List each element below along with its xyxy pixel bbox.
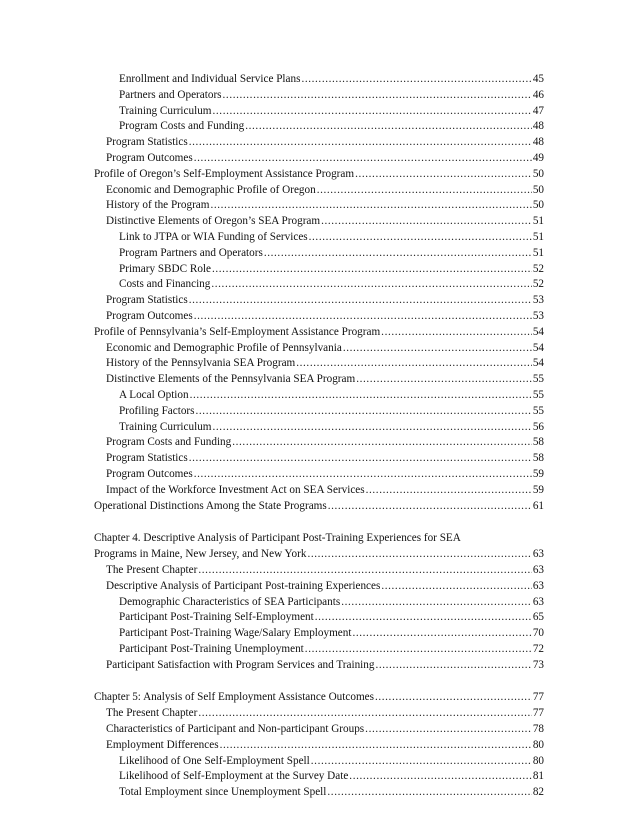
dot-leader	[381, 579, 531, 595]
toc-entry-text: Profile of Pennsylvania’s Self-Employment Assistance Program	[94, 325, 381, 338]
toc-entry[interactable]	[94, 785, 544, 801]
toc-page-number: 51	[532, 215, 544, 228]
toc-entry-text: Descriptive Analysis of Participant Post-training Experiences	[106, 579, 381, 592]
dot-leader	[232, 435, 532, 451]
dot-leader	[190, 388, 532, 404]
toc-entry[interactable]	[94, 135, 544, 151]
toc-entry[interactable]	[94, 198, 544, 214]
toc-entry-text: History of the Pennsylvania SEA Program	[106, 357, 296, 370]
toc-page-number: 59	[532, 483, 544, 496]
toc-entry-text: Economic and Demographic Profile of Oregon	[106, 183, 316, 196]
toc-entry[interactable]	[94, 293, 544, 309]
dot-leader	[194, 309, 532, 325]
toc-page-number: 63	[532, 563, 544, 576]
dot-leader	[356, 372, 532, 388]
toc-page-number: 80	[532, 754, 544, 767]
toc-page-number: 63	[532, 595, 544, 608]
toc-entry-text: Distinctive Elements of the Pennsylvania SEA Program	[106, 373, 356, 386]
toc-entry-text: Program Partners and Operators	[119, 246, 263, 259]
toc-entry-text: Participant Post-Training Unemployment	[119, 642, 304, 655]
toc-page-number: 52	[532, 278, 544, 291]
toc-entry-text: Profile of Oregon’s Self-Employment Assistance Program	[94, 167, 355, 180]
toc-page-number: 46	[532, 88, 544, 101]
dot-leader	[213, 104, 532, 120]
toc-entry[interactable]	[94, 88, 544, 104]
dot-leader	[375, 690, 532, 706]
dot-leader	[220, 738, 532, 754]
toc-entry-text: Likelihood of One Self-Employment Spell	[119, 754, 310, 767]
toc-entry-text: Training Curriculum	[119, 104, 212, 117]
dot-leader	[189, 135, 532, 151]
toc-entry-text: Participant Satisfaction with Program Services and Training	[106, 658, 375, 671]
toc-chapter-5	[94, 690, 544, 801]
toc-entry[interactable]	[94, 754, 544, 770]
toc-entry-text: Program Outcomes	[106, 151, 193, 164]
toc-page-number: 58	[532, 436, 544, 449]
toc-entry-text: Operational Distinctions Among the State Programs	[94, 499, 327, 512]
toc-page-number: 65	[532, 611, 544, 624]
toc-entry[interactable]	[94, 610, 544, 626]
toc-entry[interactable]	[94, 467, 544, 483]
dot-leader	[365, 722, 532, 738]
toc-page-number: 51	[532, 230, 544, 243]
dot-leader	[355, 167, 532, 183]
toc-page-number: 61	[532, 499, 544, 512]
toc-entry-text: Total Employment since Unemployment Spell	[119, 786, 327, 799]
toc-page-number: 73	[532, 658, 544, 671]
toc-page-number: 48	[532, 136, 544, 149]
toc-entry[interactable]	[94, 151, 544, 167]
toc-page-number: 49	[532, 151, 544, 164]
dot-leader	[315, 610, 532, 626]
toc-entry-text: Participant Post-Training Wage/Salary Employment	[119, 627, 352, 640]
toc-entry[interactable]	[94, 563, 544, 579]
toc-entry[interactable]	[94, 626, 544, 642]
toc-page-number: 63	[532, 548, 544, 561]
toc-entry-text: Profiling Factors	[119, 404, 195, 417]
toc-entry[interactable]	[94, 341, 544, 357]
toc-page-number: 50	[532, 199, 544, 212]
dot-leader	[328, 499, 532, 515]
toc-entry[interactable]	[94, 214, 544, 230]
toc-entry[interactable]	[94, 595, 544, 611]
toc-entry[interactable]	[94, 246, 544, 262]
toc-entry[interactable]	[94, 309, 544, 325]
toc-entry-text: Training Curriculum	[119, 420, 212, 433]
toc-page-number: 47	[532, 104, 544, 117]
toc-entry-text: Characteristics of Participant and Non-participant Groups	[106, 723, 365, 736]
chapter-5-title[interactable]	[94, 690, 544, 706]
dot-leader	[223, 88, 532, 104]
dot-leader	[352, 626, 531, 642]
toc-entry[interactable]	[94, 388, 544, 404]
toc-entry-text: Impact of the Workforce Investment Act on SEA Services	[106, 483, 365, 496]
dot-leader	[341, 595, 532, 611]
toc-page-number: 82	[532, 786, 544, 799]
toc-entry[interactable]	[94, 72, 544, 88]
toc-entry-text: A Local Option	[119, 388, 189, 401]
toc-entry[interactable]	[94, 658, 544, 674]
dot-leader	[211, 277, 531, 293]
toc-entry[interactable]	[94, 230, 544, 246]
toc-entry[interactable]	[94, 404, 544, 420]
toc-entry-text: Costs and Financing	[119, 278, 211, 291]
toc-entry[interactable]	[94, 356, 544, 372]
toc-entry[interactable]	[94, 451, 544, 467]
toc-entry[interactable]	[94, 104, 544, 120]
dot-leader	[189, 293, 532, 309]
dot-leader	[381, 325, 532, 341]
toc-page-number: 80	[532, 738, 544, 751]
toc-page-number: 70	[532, 627, 544, 640]
toc-page-number: 72	[532, 642, 544, 655]
toc-entry-text: The Present Chapter	[106, 563, 198, 576]
toc-entry-text: Enrollment and Individual Service Plans	[119, 73, 301, 85]
toc-page-number: 45	[532, 73, 544, 85]
dot-leader	[245, 119, 532, 135]
toc-page-number: 56	[532, 420, 544, 433]
toc-page-number: 55	[532, 404, 544, 417]
toc-entry[interactable]	[94, 277, 544, 293]
toc-page-number: 55	[532, 388, 544, 401]
toc-page-number: 50	[532, 183, 544, 196]
dot-leader	[305, 642, 532, 658]
dot-leader	[198, 563, 531, 579]
toc-entry-text: Program Costs and Funding	[106, 436, 232, 449]
toc-block-chapter3	[94, 72, 544, 514]
dot-leader	[212, 262, 532, 278]
toc-entry-text: Program Statistics	[106, 452, 188, 465]
toc-entry-text: Program Outcomes	[106, 467, 193, 480]
toc-entry[interactable]	[94, 706, 544, 722]
toc-page-number: 55	[532, 373, 544, 386]
toc-entry-text: Link to JTPA or WIA Funding of Services	[119, 230, 308, 243]
dot-leader	[349, 769, 532, 785]
chapter-5-entries	[94, 706, 544, 801]
toc-page-number: 77	[532, 691, 544, 704]
toc-entry[interactable]	[94, 325, 544, 341]
toc-page-number: 50	[532, 167, 544, 180]
toc-entry[interactable]	[94, 119, 544, 135]
toc-entry-text: The Present Chapter	[106, 707, 198, 720]
toc-page-number: 59	[532, 467, 544, 480]
chapter-4-title-line1[interactable]: Chapter 4. Descriptive Analysis of Participant Post-Training Experiences for SEA	[94, 532, 461, 545]
dot-leader	[196, 404, 532, 420]
toc-entry[interactable]	[94, 262, 544, 278]
toc-entry[interactable]	[94, 769, 544, 785]
toc-entry-text: Economic and Demographic Profile of Pennsylvania	[106, 341, 342, 354]
dot-leader	[264, 246, 532, 262]
toc-entry[interactable]	[94, 183, 544, 199]
dot-leader	[194, 151, 532, 167]
toc-entry[interactable]	[94, 167, 544, 183]
dot-leader	[213, 420, 532, 436]
dot-leader	[311, 754, 532, 770]
toc-page-number: 54	[532, 341, 544, 354]
toc-entry[interactable]	[94, 435, 544, 451]
toc-entry-text: Distinctive Elements of Oregon’s SEA Program	[106, 215, 321, 228]
dot-leader	[327, 785, 531, 801]
toc-page-number: 54	[532, 325, 544, 338]
toc-page-number: 63	[532, 579, 544, 592]
toc-page-number: 58	[532, 452, 544, 465]
toc-entry[interactable]	[94, 499, 544, 515]
dot-leader	[321, 214, 532, 230]
dot-leader	[375, 658, 531, 674]
chapter-4-title-line2[interactable]	[94, 547, 544, 563]
dot-leader	[366, 483, 532, 499]
toc-entry-text: Programs in Maine, New Jersey, and New York	[94, 548, 307, 561]
toc-entry-text: Partners and Operators	[119, 88, 222, 101]
toc-page	[94, 72, 544, 801]
toc-page-number: 48	[532, 120, 544, 133]
toc-entry[interactable]	[94, 722, 544, 738]
toc-entry[interactable]	[94, 420, 544, 436]
toc-page-number: 53	[532, 294, 544, 307]
toc-page-number: 81	[532, 770, 544, 783]
toc-entry-text: Program Statistics	[106, 136, 188, 149]
toc-entry-text: Program Statistics	[106, 294, 188, 307]
dot-leader	[194, 467, 532, 483]
toc-entry-text: Program Outcomes	[106, 309, 193, 322]
dot-leader	[189, 451, 532, 467]
toc-entry-text: Likelihood of Self-Employment at the Survey Date	[119, 770, 349, 783]
toc-entry-text: Demographic Characteristics of SEA Participants	[119, 595, 341, 608]
toc-chapter-4	[94, 531, 544, 673]
toc-page-number: 53	[532, 309, 544, 322]
toc-entry-text: Employment Differences	[106, 738, 219, 751]
toc-entry-text: History of the Program	[106, 199, 210, 212]
toc-entry[interactable]	[94, 372, 544, 388]
toc-entry-text: Participant Post-Training Self-Employment	[119, 611, 314, 624]
dot-leader	[301, 72, 531, 88]
toc-page-number: 77	[532, 707, 544, 720]
toc-page-number: 78	[532, 723, 544, 736]
dot-leader	[210, 198, 531, 214]
chapter-4-entries	[94, 563, 544, 674]
dot-leader	[317, 183, 532, 199]
toc-entry-text: Program Costs and Funding	[119, 120, 245, 133]
toc-entry[interactable]	[94, 738, 544, 754]
toc-page-number: 51	[532, 246, 544, 259]
toc-page-number: 54	[532, 357, 544, 370]
dot-leader	[343, 341, 532, 357]
dot-leader	[198, 706, 531, 722]
dot-leader	[307, 547, 531, 563]
dot-leader	[296, 356, 532, 372]
toc-entry[interactable]	[94, 483, 544, 499]
toc-entry-text: Chapter 5: Analysis of Self Employment Assistance Outcomes	[94, 691, 374, 704]
toc-entry[interactable]	[94, 642, 544, 658]
dot-leader	[309, 230, 532, 246]
toc-page-number: 52	[532, 262, 544, 275]
toc-entry-text: Primary SBDC Role	[119, 262, 211, 275]
toc-entry[interactable]	[94, 579, 544, 595]
